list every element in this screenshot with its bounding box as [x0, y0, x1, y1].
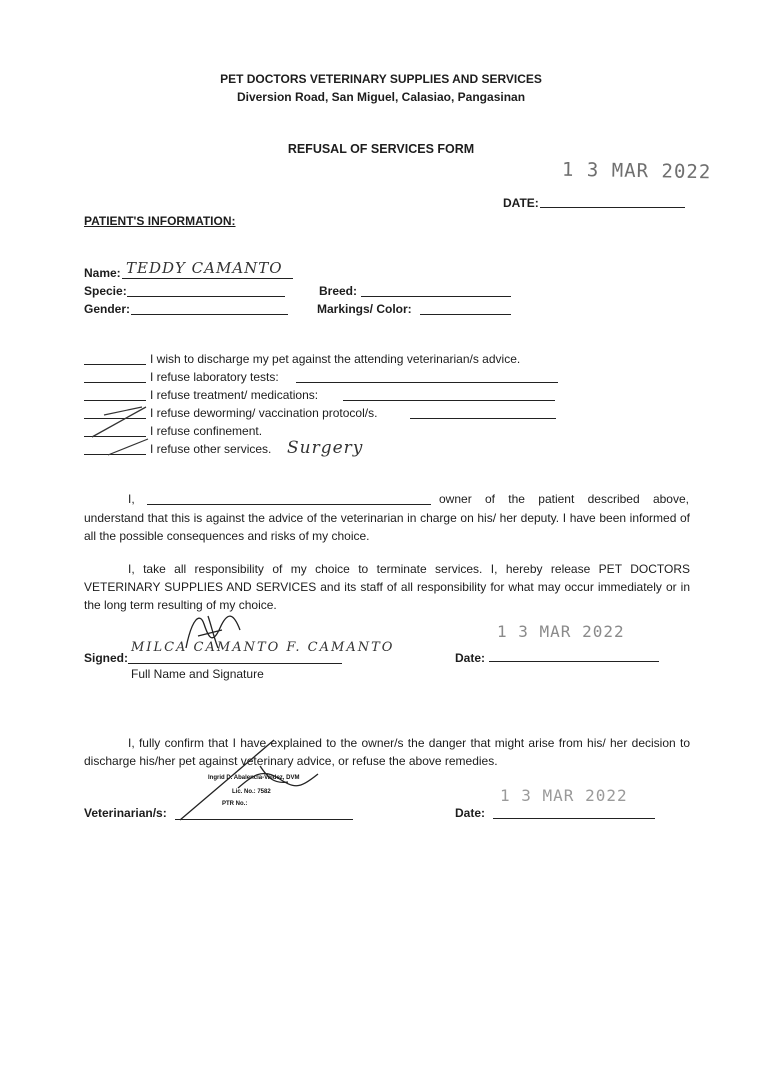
markings-field[interactable] [420, 314, 511, 315]
other-services-handwritten: Surgery [287, 438, 364, 458]
date-label: DATE: [503, 196, 539, 210]
signed-label: Signed: [84, 651, 128, 665]
checkmark-stroke [104, 407, 142, 415]
option-check-line[interactable] [84, 364, 146, 365]
name-label: Name: [84, 266, 121, 280]
signed-date-label: Date: [455, 651, 486, 665]
name-value: TEDDY CAMANTO [126, 259, 283, 277]
breed-label: Breed: [319, 284, 358, 298]
vet-stamp-license: Lic. No.: 7582 [232, 789, 271, 795]
signed-date-field[interactable] [489, 661, 659, 662]
signed-handwritten-name: MILCA CAMANTO F. CAMANTO [131, 640, 395, 655]
option-check-line[interactable] [84, 400, 146, 401]
option-check-line[interactable] [84, 382, 146, 383]
signature-stroke [180, 740, 318, 820]
option-detail-field[interactable] [296, 382, 558, 383]
vet-stamp-name: Ingrid D. Abalencia-Valdez, DVM [208, 775, 300, 781]
option-text: I refuse other services. [150, 442, 272, 456]
patient-section-title: PATIENT'S INFORMATION: [84, 214, 236, 228]
paragraph1-mid: owner of the patient described above, [439, 492, 689, 506]
vet-date-field[interactable] [493, 818, 655, 819]
form-title: REFUSAL OF SERVICES FORM [287, 142, 475, 156]
specie-field[interactable] [127, 296, 285, 297]
business-address: Diversion Road, San Miguel, Calasiao, Pangasinan [236, 90, 526, 104]
gender-label: Gender: [84, 302, 131, 316]
name-field[interactable] [122, 278, 293, 279]
vet-stamp-ptr: PTR No.: [222, 801, 248, 807]
signature-field[interactable] [128, 663, 342, 664]
option-text: I refuse treatment/ medications: [150, 388, 319, 402]
vet-signature-scribble [178, 738, 328, 822]
signed-date-stamp: 1 3 MAR 2022 [497, 622, 625, 641]
checkmark-strokes [86, 405, 158, 463]
vet-signature-field[interactable] [175, 819, 353, 820]
business-name: PET DOCTORS VETERINARY SUPPLIES AND SERVICES [220, 72, 542, 86]
specie-label: Specie: [84, 284, 127, 298]
markings-label: Markings/ Color: [317, 302, 412, 316]
date-stamp: 1 3 MAR 2022 [561, 158, 712, 184]
option-text: I refuse laboratory tests: [150, 370, 279, 384]
paragraph1-rest: understand that this is against the advice of the veterinarian in charge on his/ her deputy. I have been informed of all the possible consequences and risks of my choice. [84, 511, 690, 543]
option-text: I wish to discharge my pet against the attending veterinarian/s advice. [150, 352, 521, 366]
option-detail-field[interactable] [343, 400, 555, 401]
option-text: I refuse confinement. [150, 424, 263, 438]
gender-field[interactable] [131, 314, 288, 315]
breed-field[interactable] [361, 296, 511, 297]
paragraph2: I, take all responsibility of my choice to terminate services. I, hereby release PET DOCTORS VETERINARY SUPPLIES AND SERVICES and its staff of all responsibility for what may occur immediately or in the long term resulting of my choice. [84, 562, 690, 612]
vet-date-stamp: 1 3 MAR 2022 [500, 786, 628, 805]
paragraph3: I, fully confirm that I have explained to the owner/s the danger that might arise from his/ her decision to discharge his/her pet against veterinary advice, or refuse the above remedies. [84, 736, 690, 768]
owner-name-field[interactable] [147, 504, 431, 505]
option-detail-field[interactable] [410, 418, 556, 419]
checkmark-stroke [108, 439, 148, 455]
option-text: I refuse deworming/ vaccination protocol/s. [150, 406, 378, 420]
date-field[interactable] [540, 207, 685, 208]
paragraph1-start: I, [128, 492, 135, 506]
signed-caption: Full Name and Signature [131, 667, 264, 681]
vet-date-label: Date: [455, 806, 486, 820]
vet-label: Veterinarian/s: [84, 806, 167, 820]
